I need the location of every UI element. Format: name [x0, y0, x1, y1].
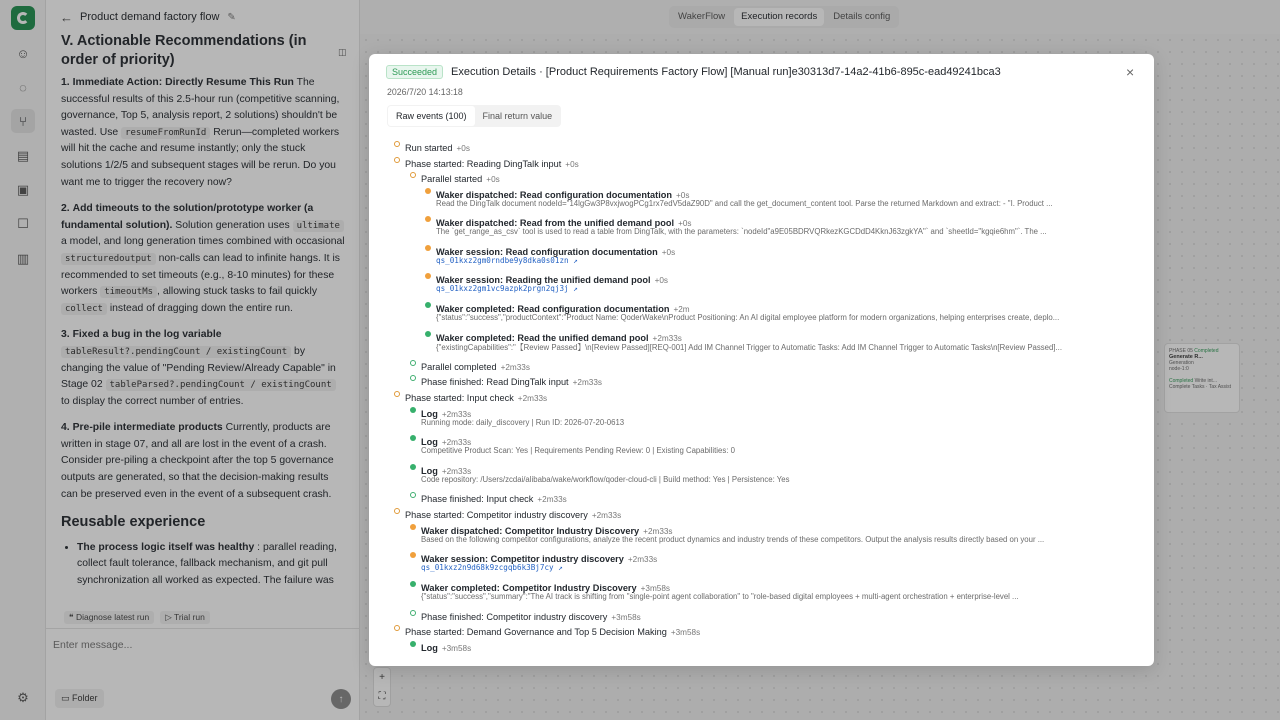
zoom-in-icon[interactable]: +	[379, 672, 385, 683]
event-offset: +0s	[676, 191, 690, 200]
book-icon[interactable]: ▥	[16, 251, 30, 266]
recommendations-heading: V. Actionable Recommendations (in order of priority)	[61, 33, 307, 68]
execution-timestamp: 2026/7/20 14:13:18	[387, 87, 463, 97]
event-offset: +2m33s	[643, 527, 673, 536]
node-line: node-1:0	[1169, 366, 1189, 372]
event-status-dot	[410, 360, 416, 366]
event-status-dot	[425, 302, 431, 308]
event-offset: +2m33s	[572, 378, 602, 387]
event-status-dot	[410, 524, 416, 530]
event-title: Phase started: Competitor industry discovery	[405, 510, 588, 520]
list-item: • The process logic itself was healthy : parallel reading, collect fault tolerance, fallback mechanism, and git pull synchronization all worked as expected. The failure was	[77, 540, 345, 590]
event-status-dot	[394, 157, 400, 163]
event-offset: +0s	[456, 144, 470, 153]
event-status-dot	[410, 610, 416, 616]
external-link-icon: ↗	[568, 256, 578, 265]
node-tags: Completed Write int...	[1169, 378, 1217, 384]
modal-title: Execution Details · [Product Requirements Factory Flow] [Manual run]e30313d7-14a2-41b6-895c-ead49241bca3	[451, 66, 1001, 78]
event-title: Phase finished: Competitor industry discovery	[421, 612, 608, 622]
event-status-dot	[410, 641, 416, 647]
edit-pencil-icon[interactable]: ✎	[227, 11, 236, 23]
event-status-dot	[394, 625, 400, 631]
event-detail: {"status":"success","summary":"The AI track is shifting from "single-point agent collaboration" to "role-based digital employees + multi-agent orchestration + enterprise-level ...	[421, 592, 1019, 601]
status-badge: Succeeded	[386, 65, 443, 79]
node-title: Generate R...	[1169, 354, 1203, 360]
inline-code: structuredoutput	[61, 253, 156, 265]
event-title: Phase started: Input check	[405, 393, 514, 403]
event-title: Waker dispatched: Read configuration documentation	[436, 190, 673, 200]
event-title: Parallel completed	[421, 362, 497, 372]
folder-person-icon[interactable]: ▣	[16, 182, 30, 197]
settings-icon[interactable]: ⚙	[17, 690, 29, 705]
event-title: Waker session: Read configuration documentation	[436, 247, 658, 257]
modal-tabs	[387, 105, 561, 127]
event-status-dot	[425, 245, 431, 251]
flow-title: Product demand factory flow	[80, 11, 220, 23]
event-offset: +2m33s	[652, 334, 682, 343]
event-detail: {"existingCapabilities":"【Review Passed】\n[Review Passed][REQ-001] Add IM Channel Trigger to Automatic Tasks: Add IM Channel Trigger to Automatic Tasks\n[Review Passed]...	[436, 343, 1062, 352]
event-title: Run started	[405, 143, 453, 153]
recommendation-item: 2. Add timeouts to the solution/prototype worker (a fundamental solution). Solution generation uses ultimate a model, and long generation times combined with occasional structuredoutput non-calls can lead to infinite hangs. It is recommended to set timeouts (e.g., 8-10 minutes) for these workers timeoutMs , allowing stuck tasks to fail quickly collect instead of dragging down the entire run.	[61, 203, 345, 314]
users-icon[interactable]: ☺	[16, 45, 30, 61]
close-icon[interactable]: ×	[1126, 64, 1135, 80]
tab-details-config[interactable]: Details config	[833, 11, 891, 22]
inline-code: ultimate	[293, 220, 344, 232]
event-detail: Competitive Product Scan: Yes | Requirements Pending Review: 0 | Existing Capabilities: 0	[421, 446, 735, 455]
event-offset: +2m33s	[537, 495, 567, 504]
back-arrow-icon[interactable]: ←	[60, 9, 73, 25]
event-title: Log	[421, 409, 438, 419]
event-status-dot	[410, 375, 416, 381]
event-title: Phase started: Demand Governance and Top 5 Decision Making	[405, 627, 667, 637]
event-detail: Based on the following competitor configurations, analyze the recent product dynamics and industry trends of these competitors. Output the analysis results directly based on your ...	[421, 535, 1045, 544]
event-offset: +3m58s	[441, 644, 472, 653]
event-offset: +2m33s	[500, 363, 530, 372]
event-offset: +2m33s	[441, 438, 472, 447]
session-id-link[interactable]: qs_01kxz2gm0rndbe9y8dka0s01zn ↗	[436, 256, 578, 265]
event-title: Parallel started	[421, 174, 483, 184]
collapse-panel-icon[interactable]: ◫	[338, 47, 347, 57]
event-status-dot	[425, 188, 431, 194]
chart-icon[interactable]: ▤	[16, 148, 30, 163]
inline-code: tableResult?.pendingCount / existingCount	[61, 346, 291, 358]
event-offset: +0s	[654, 276, 669, 285]
event-title: Log	[421, 643, 438, 653]
event-row	[421, 638, 471, 656]
inline-code: resumeFromRunId	[121, 127, 210, 139]
external-link-icon: ↗	[568, 284, 578, 293]
folder-button[interactable]: ▭ Folder	[55, 689, 104, 708]
event-status-dot	[410, 435, 416, 441]
event-title: Waker completed: Read the unified demand pool	[436, 333, 649, 343]
event-offset: +2m33s	[517, 394, 548, 403]
event-title: Phase finished: Read DingTalk input	[421, 377, 569, 387]
event-status-dot	[410, 464, 416, 470]
session-id-link[interactable]: qs_01kxz2gm1vc9azpk2prgn2qj3j ↗	[436, 284, 578, 293]
recommendation-item: 4. Pre-pile intermediate products Currently, products are written in stage 07, and all are lost in the event of a crash. Consider pre-piling a checkpoint after the top 5 governance outputs are generated, so that the decision-making results can be preserved even in the event of a subsequent crash.	[61, 422, 334, 500]
flow-icon[interactable]: ⑂	[11, 109, 35, 133]
inline-code: collect	[61, 303, 107, 315]
modal-header	[386, 65, 1001, 79]
event-status-dot	[410, 407, 416, 413]
event-offset: +2m33s	[441, 467, 472, 476]
event-status-dot	[425, 331, 431, 337]
event-detail: Running mode: daily_discovery | Run ID: 2026-07-20-0613	[421, 418, 625, 427]
event-title: Waker dispatched: Competitor Industry Discovery	[421, 526, 640, 536]
event-offset: +2m33s	[627, 555, 658, 564]
inline-code: timeoutMs	[100, 286, 157, 298]
event-title: Waker dispatched: Read from the unified demand pool	[436, 218, 675, 228]
tab-raw-events[interactable]: Raw events (100)	[388, 106, 475, 126]
event-detail: The `get_range_as_csv` tool is used to read a table from DingTalk, with the parameters: `nodeId"a9E05BDRVQRkezKGCDdD4KknJ63zgkYA"` and `sheetId="kgqie6hm"`. The ...	[436, 227, 1047, 236]
event-status-dot	[394, 391, 400, 397]
tab-wakerflow[interactable]: WakerFlow	[678, 11, 726, 22]
event-status-dot	[410, 581, 416, 587]
tab-execution-records[interactable]: Execution records	[734, 8, 824, 26]
event-status-dot	[410, 552, 416, 558]
external-link-icon: ↗	[553, 563, 563, 572]
tab-final-return-value[interactable]: Final return value	[482, 111, 553, 121]
event-list	[369, 132, 1154, 666]
quote-icon: ❝	[69, 612, 76, 622]
inline-code: tableParsed?.pendingCount / existingCount	[106, 379, 336, 391]
play-icon: ▷	[165, 612, 174, 622]
event-offset: +2m33s	[441, 410, 472, 419]
event-title: Waker session: Competitor industry discovery	[421, 554, 624, 564]
event-offset: +0s	[661, 248, 676, 257]
recommendation-item: 3. Fixed a bug in the log variable tableResult?.pendingCount / existingCount by changing the value of "Pending Review/Already Capable" in Stage 02 tableParsed?.pendingCount / existingCount to display the correct number of entries.	[61, 329, 336, 407]
recommendation-item: 1. Immediate Action: Directly Resume This Run The successful results of this 2.5-hour run (competitive scanning, governance, Top 5, analysis report, 2 solutions) shouldn't be wasted. Use resumeFromRunId Rerun—completed workers will hit the cache and resume instantly; only the stuck solutions 1/2/5 and subsequent stages will be rerun. Do you want me to trigger the recovery now?	[61, 77, 340, 188]
chat-icon[interactable]: ◌	[19, 79, 27, 95]
node-phase-label: PHASE 05 Completed	[1169, 348, 1219, 354]
event-offset: +3m58s	[640, 584, 670, 593]
bot-icon[interactable]: ☐	[17, 216, 29, 231]
execution-details-modal	[369, 54, 1154, 666]
session-id-link[interactable]: qs_01kxz2n9d68k9zcgqb6k3Bj7cy ↗	[421, 563, 563, 572]
event-offset: +3m58s	[670, 628, 701, 637]
event-detail: Read the DingTalk document nodeId="14lgGw3P8vxjwogPCg1rx7edV5daZ90D" and call the get_document_content tool. Parse the returned Markdown and extract: - "I. Product ...	[436, 199, 1053, 208]
event-offset: +0s	[486, 175, 500, 184]
event-detail: {"status":"success","productContext":"Product Name: QoderWake\nProduct Positioning: An AI digital employee platform for modern organizations, helping enterprises create, deplo...	[436, 313, 1060, 322]
reusable-experience-heading: Reusable experience	[61, 514, 206, 531]
event-title: Waker completed: Competitor Industry Discovery	[421, 583, 637, 593]
event-title: Log	[421, 466, 438, 476]
event-title: Waker session: Reading the unified demand pool	[436, 275, 651, 285]
diagnose-latest-run-button[interactable]: ❝ Diagnose latest run	[64, 611, 154, 624]
event-status-dot	[410, 172, 416, 178]
event-title: Waker completed: Read configuration documentation	[436, 304, 670, 314]
node-line: Generation	[1169, 360, 1194, 366]
fit-view-icon[interactable]: ⛶	[378, 691, 386, 702]
arrow-up-icon: ↑	[338, 693, 344, 705]
event-status-dot	[425, 273, 431, 279]
node-footer: Complete Tasks · Tax Assist	[1169, 384, 1232, 390]
event-status-dot	[394, 508, 400, 514]
event-title: Phase finished: Input check	[421, 494, 534, 504]
event-offset: +2m	[673, 305, 690, 314]
event-offset: +2m33s	[591, 511, 622, 520]
trial-run-button[interactable]: ▷ Trial run	[160, 611, 210, 624]
event-title: Phase started: Reading DingTalk input	[405, 159, 562, 169]
folder-icon: ▭	[61, 693, 73, 703]
event-status-dot	[394, 141, 400, 147]
event-status-dot	[425, 216, 431, 222]
event-offset: +3m58s	[611, 613, 641, 622]
event-status-dot	[410, 492, 416, 498]
event-offset: +0s	[678, 219, 692, 228]
event-title: Log	[421, 437, 438, 447]
event-detail: Code repository: /Users/zcdai/alibaba/wake/workflow/qoder-cloud-cli | Build method: Yes | Persistence: Yes	[421, 475, 790, 484]
event-offset: +0s	[565, 160, 579, 169]
